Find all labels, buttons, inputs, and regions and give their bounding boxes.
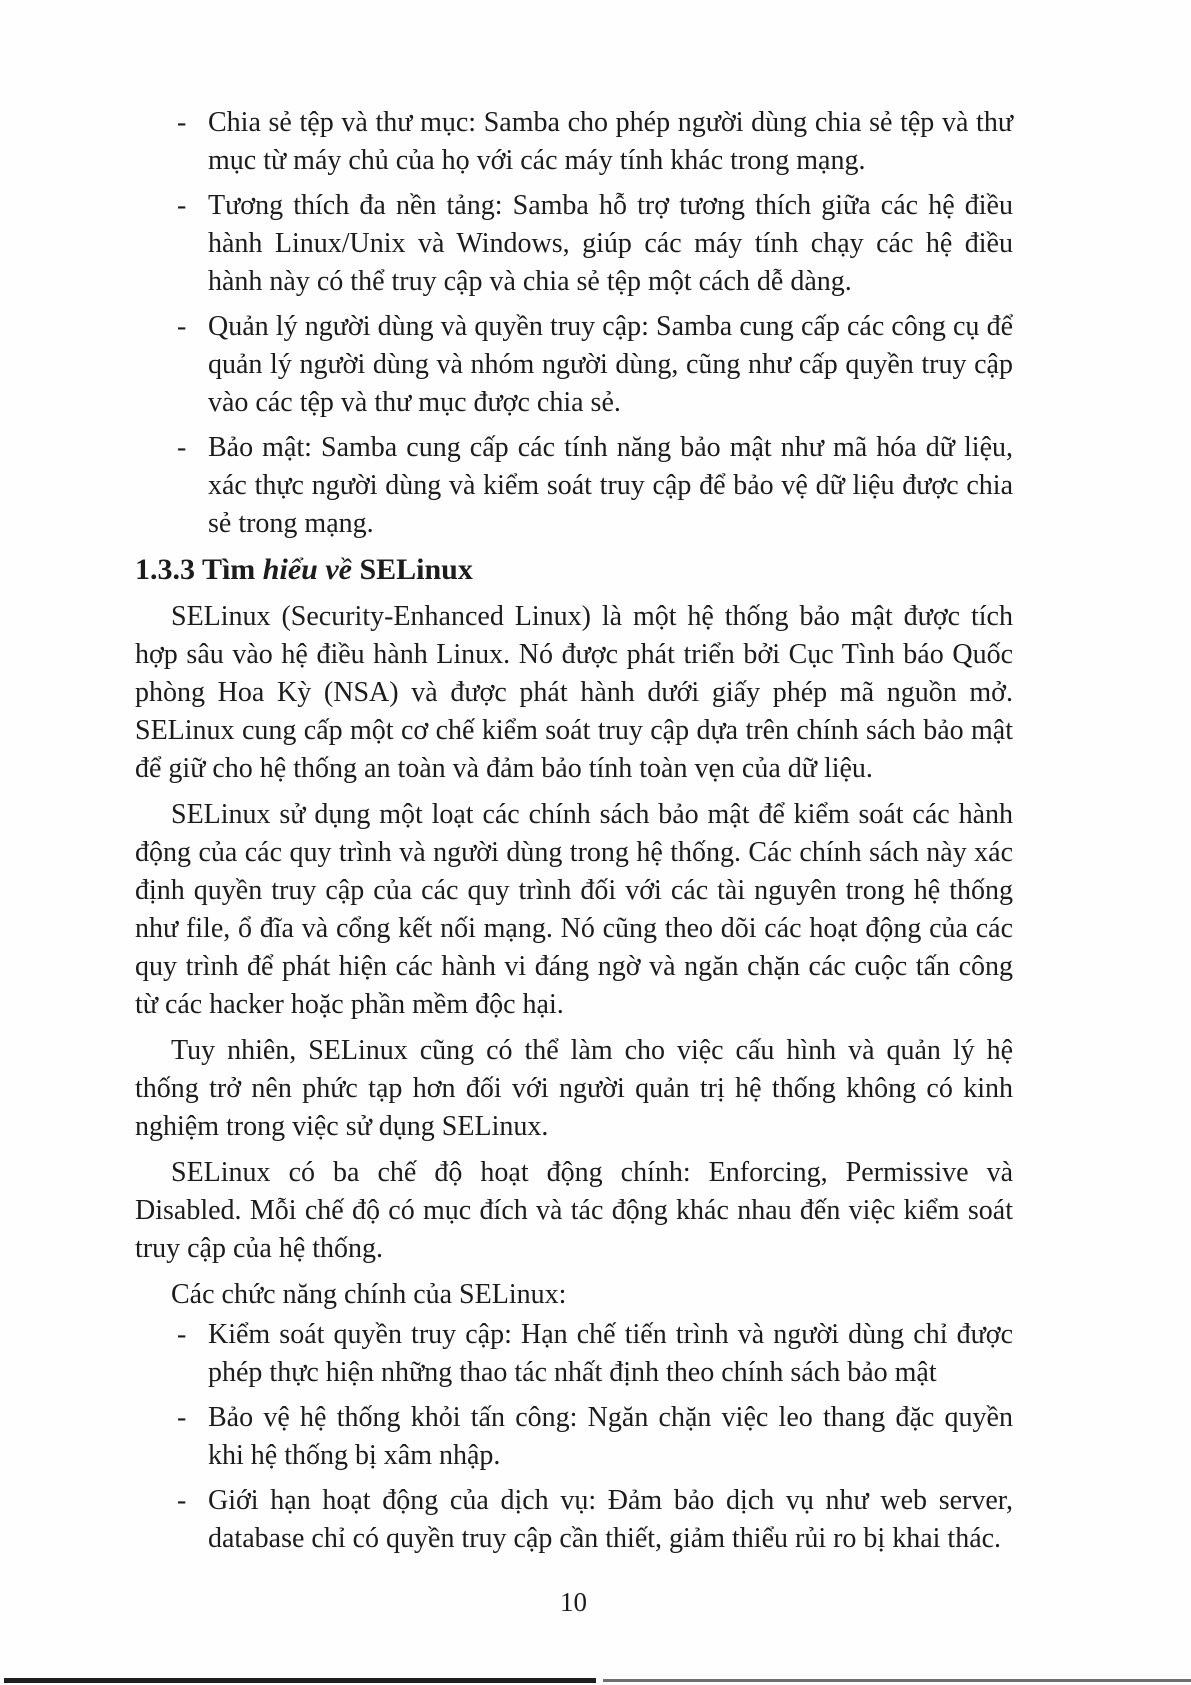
section-heading-italic: hiểu về xyxy=(262,553,352,586)
bullet-dash: - xyxy=(177,432,187,463)
list-item xyxy=(135,308,1013,422)
scan-artifact-line-left xyxy=(4,1678,596,1683)
bullet-dash: - xyxy=(177,1402,187,1433)
list-item xyxy=(135,1399,1013,1475)
list-item xyxy=(135,429,1013,543)
bullet-dash: - xyxy=(177,1319,187,1350)
paragraph: Tuy nhiên, SELinux cũng có thể làm cho việc cấu hình và quản lý hệ thống trở nên phức tạp hơn đối với người quản trị hệ thống không có kinh nghiệm trong việc sử dụng SELinux. xyxy=(135,1035,1013,1142)
paragraph: SELinux có ba chế độ hoạt động chính: Enforcing, Permissive và Disabled. Mỗi chế độ có mục đích và tác động khác nhau đến việc kiểm soát truy cập của hệ thống. xyxy=(135,1157,1013,1264)
section-heading-prefix: 1.3.3 Tìm xyxy=(135,553,263,586)
page-body xyxy=(135,104,1013,1565)
list-item-text: Bảo mật: Samba cung cấp các tính năng bảo mật như mã hóa dữ liệu, xác thực người dùng và kiểm soát truy cập để bảo vệ dữ liệu được chia sẻ trong mạng. xyxy=(208,432,1013,539)
section-heading xyxy=(135,550,1013,590)
list-item xyxy=(135,1482,1013,1558)
bullet-dash: - xyxy=(177,1485,187,1516)
bullet-dash: - xyxy=(177,311,187,342)
list-item-text: Bảo vệ hệ thống khỏi tấn công: Ngăn chặn việc leo thang đặc quyền khi hệ thống bị xâm nhập. xyxy=(208,1402,1013,1471)
list-item-text: Giới hạn hoạt động của dịch vụ: Đảm bảo dịch vụ như web server, database chỉ có quyền truy cập cần thiết, giảm thiểu rủi ro bị khai thác. xyxy=(208,1485,1013,1554)
functions-intro: Các chức năng chính của SELinux: xyxy=(171,1279,567,1310)
list-item-text: Kiểm soát quyền truy cập: Hạn chế tiến trình và người dùng chỉ được phép thực hiện những thao tác nhất định theo chính sách bảo mật xyxy=(208,1319,1013,1388)
page-number: 10 xyxy=(560,1587,587,1617)
samba-feature-list xyxy=(135,104,1013,543)
list-item-text: Chia sẻ tệp và thư mục: Samba cho phép người dùng chia sẻ tệp và thư mục từ máy chủ của họ với các máy tính khác trong mạng. xyxy=(208,107,1013,176)
list-item xyxy=(135,1316,1013,1392)
list-item-text: Tương thích đa nền tảng: Samba hỗ trợ tương thích giữa các hệ điều hành Linux/Unix và Windows, giúp các máy tính chạy các hệ điều hành này có thể truy cập và chia sẻ tệp một cách dễ dàng. xyxy=(208,190,1013,297)
selinux-function-list xyxy=(135,1316,1013,1558)
list-item xyxy=(135,187,1013,301)
bullet-dash: - xyxy=(177,190,187,221)
section-heading-suffix: SELinux xyxy=(351,553,473,586)
bullet-dash: - xyxy=(177,107,187,138)
paragraph: SELinux (Security-Enhanced Linux) là một hệ thống bảo mật được tích hợp sâu vào hệ điều hành Linux. Nó được phát triển bởi Cục Tình báo Quốc phòng Hoa Kỳ (NSA) và được phát hành dưới giấy phép mã nguồn mở. SELinux cung cấp một cơ chế kiểm soát truy cập dựa trên chính sách bảo mật để giữ cho hệ thống an toàn và đảm bảo tính toàn vẹn của dữ liệu. xyxy=(135,601,1013,784)
paragraph: SELinux sử dụng một loạt các chính sách bảo mật để kiểm soát các hành động của các quy trình và người dùng trong hệ thống. Các chính sách này xác định quyền truy cập của các quy trình đối với các tài nguyên trong hệ thống như file, ổ đĩa và cổng kết nối mạng. Nó cũng theo dõi các hoạt động của các quy trình để phát hiện các hành vi đáng ngờ và ngăn chặn các cuộc tấn công từ các hacker hoặc phần mềm độc hại. xyxy=(135,799,1013,1020)
list-item-text: Quản lý người dùng và quyền truy cập: Samba cung cấp các công cụ để quản lý người dùng và nhóm người dùng, cũng như cấp quyền truy cập vào các tệp và thư mục được chia sẻ. xyxy=(208,311,1013,418)
scan-artifact-line-right xyxy=(603,1679,1191,1682)
list-item xyxy=(135,104,1013,180)
